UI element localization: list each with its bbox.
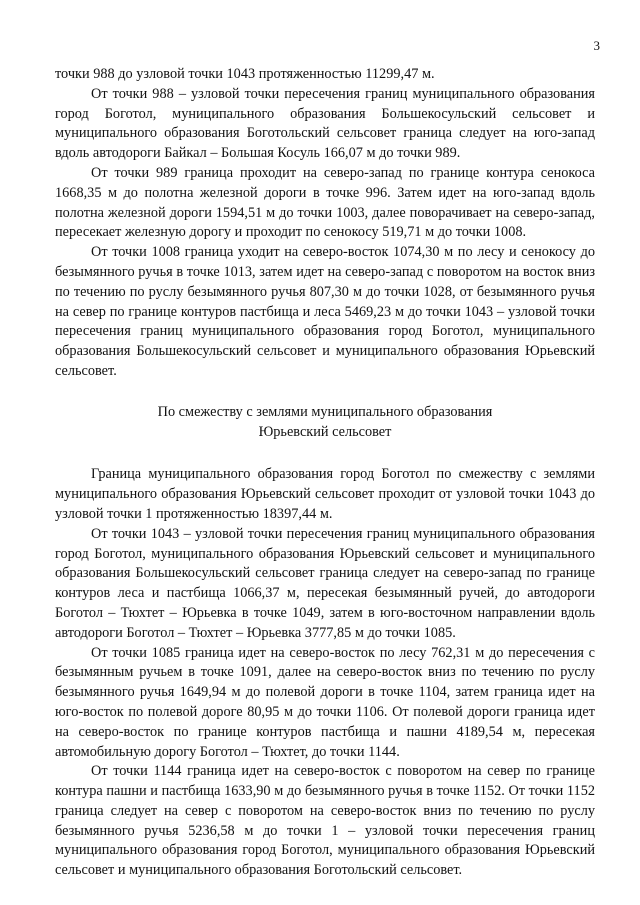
- paragraph: От точки 989 граница проходит на северо-запад по границе контура сенокоса 1668,35 м до полотна железной дороги в точке 996. Затем идет на юго-запад вдоль полотна железной дороги 1594,51 м до точки 1003, далее поворачивает на северо-запад, пересекает железную дорогу и проходит по сенокосу 519,71 м до точки 1008.: [55, 164, 595, 241]
- paragraph: Граница муниципального образования город Боготол по смежеству с землями муниципального образования Юрьевский сельсовет проходит от узловой точки 1043 до узловой точки 1 протяженностью 18397,44 м.: [55, 466, 595, 522]
- paragraph: От точки 988 – узловой точки пересечения границ муниципального образования город Боготол, муниципального образования Большекосульский сельсовет и муниципального образования Боготольский сельсовет граница следует на юго-запад вдоль автодороги Байкал – Большая Косуль 166,07 м до точки 989.: [55, 85, 595, 162]
- paragraph: От точки 1144 граница идет на северо-восток с поворотом на север по границе контура пашни и пастбища 1633,90 м до безымянного ручья в точке 1152. От точки 1152 граница следует на север с поворотом на северо-восток вниз по течению по руслу безымянного ручья 5236,58 м до точки 1 – узловой точки пересечения границ муниципального образования город Боготол, муниципального образования Юрьевский сельсовет и муниципального образования Боготольский сельсовет.: [55, 763, 595, 879]
- section-heading-line: Юрьевский сельсовет: [258, 423, 392, 440]
- paragraph-continuation: точки 988 до узловой точки 1043 протяженностью 11299,47 м.: [55, 66, 435, 82]
- paragraph: От точки 1043 – узловой точки пересечения границ муниципального образования город Боготол, муниципального образования Юрьевский сельсовет и муниципального образования Большекосульский сельсовет граница следует на северо-запад по границе контуров леса и пастбища 1066,37 м, пересекая безымянный ручей, до автодороги Боготол – Тюхтет – Юрьевка в точке 1049, затем в юго-восточном направлении вдоль автодороги Боготол – Тюхтет – Юрьевка 3777,85 м до точки 1085.: [55, 525, 595, 641]
- paragraph: От точки 1085 граница идет на северо-восток по лесу 762,31 м до пересечения с безымянным ручьем в точке 1091, далее на северо-восток вниз по течению по руслу безымянного ручья 1649,94 м до полевой дороги в точке 1104, затем граница идет на юго-восток по полевой дороге 80,95 м до точки 1106. От полевой дороги граница идет на северо-восток по границе контуров пастбища и пашни 4189,54 м, пересекая автомобильную дорогу Боготол – Тюхтет, до точки 1144.: [55, 644, 595, 760]
- page-number: 3: [593, 38, 600, 53]
- section-heading-line: По смежеству с землями муниципального образования: [157, 403, 493, 420]
- document-body: [55, 65, 595, 881]
- paragraph: От точки 1008 граница уходит на северо-восток 1074,30 м по лесу и сенокосу до безымянного ручья в точке 1013, затем идет на северо-запад с поворотом на восток вниз по течению по руслу безымянного ручья 807,30 м до точки 1028, от безымянного ручья на север по границе контуров пастбища и леса 5469,23 м до точки 1043 – узловой точки пересечения границ муниципального образования город Боготол, муниципального образования Большекосульский сельсовет и муниципального образования Юрьевский сельсовет.: [55, 244, 595, 379]
- section-heading: [55, 403, 595, 443]
